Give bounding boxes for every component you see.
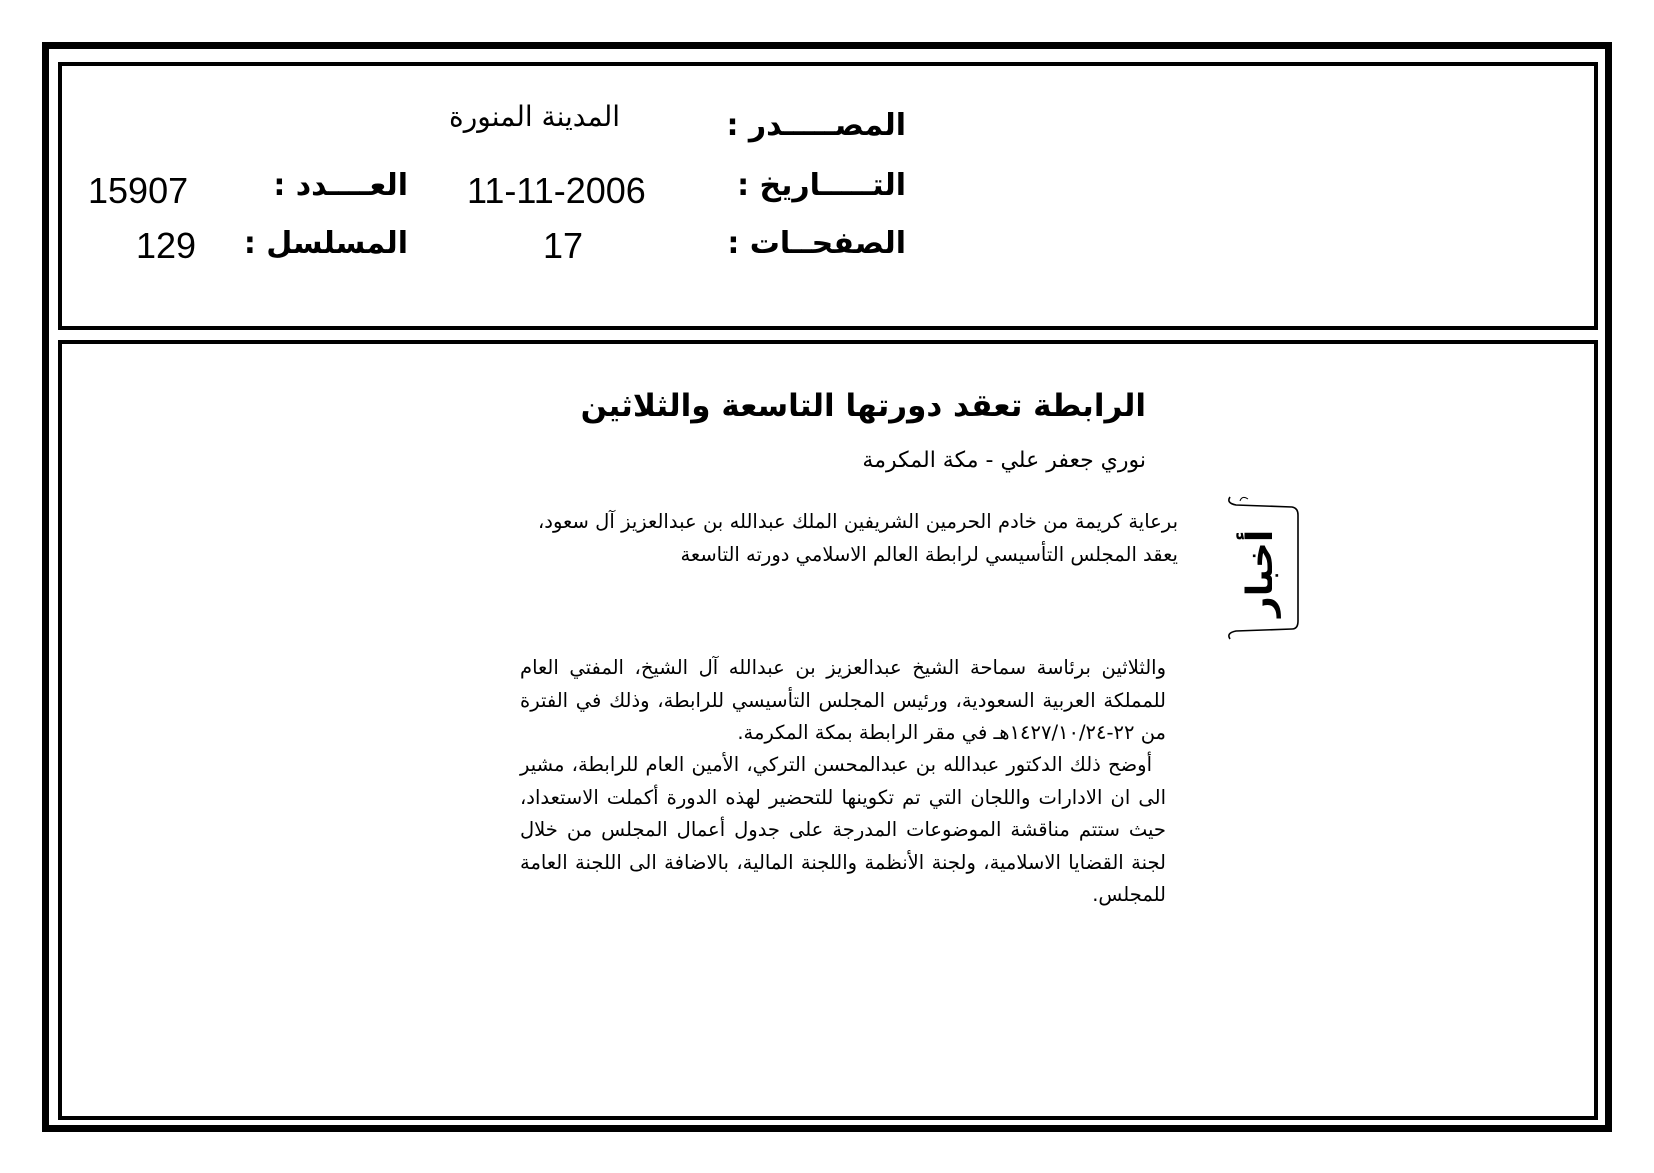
article-headline: الرابطة تعقد دورتها التاسعة والثلاثين <box>580 388 1146 424</box>
date-label: التـــــاريخ : <box>737 168 906 203</box>
article-paragraph-2: والثلاثين برئاسة سماحة الشيخ عبدالعزيز بن عبدالله آل الشيخ، المفتي العام للمملكة العربية السعودية، ورئيس المجلس التأسيسي للرابطة، وذلك في الفترة من ٢٢-١٤٢٧/١٠/٢٤هـ في مقر الرابطة بمكة المكرمة. <box>520 656 1166 744</box>
date-value: 11-11-2006 <box>467 170 646 211</box>
issue-label: العــــدد : <box>273 168 408 203</box>
section-stamp-text: أخبار <box>1240 529 1281 617</box>
source-value: المدينة المنورة <box>449 100 620 133</box>
issue-value: 15907 <box>88 170 189 211</box>
article-paragraph-1: برعاية كريمة من خادم الحرمين الشريفين الملك عبدالله بن عبدالعزيز آل سعود، يعقد المجلس التأسيسي لرابطة العالم الاسلامي دورته التاسعة <box>538 510 1178 566</box>
article-byline: نوري جعفر علي - مكة المكرمة <box>862 448 1146 473</box>
pages-value: 17 <box>543 225 584 266</box>
serial-value: 129 <box>136 225 197 266</box>
article-paragraph-3: أوضح ذلك الدكتور عبدالله بن عبدالمحسن التركي، الأمين العام للرابطة، مشير الى ان الادارات واللجان التي تم تكوينها للتحضير لهذه الدورة أكملت الاستعداد، حيث ستتم مناقشة الموضوعات المدرجة على جدول أعمال المجلس من خلال لجنة القضايا الاسلامية، ولجنة الأنظمة واللجنة المالية، بالاضافة الى اللجنة العامة للمجلس. <box>520 753 1166 906</box>
source-label: المصـــــدر : <box>726 108 906 143</box>
serial-label: المسلسل : <box>243 226 408 261</box>
pages-label: الصفحــات : <box>727 226 906 261</box>
